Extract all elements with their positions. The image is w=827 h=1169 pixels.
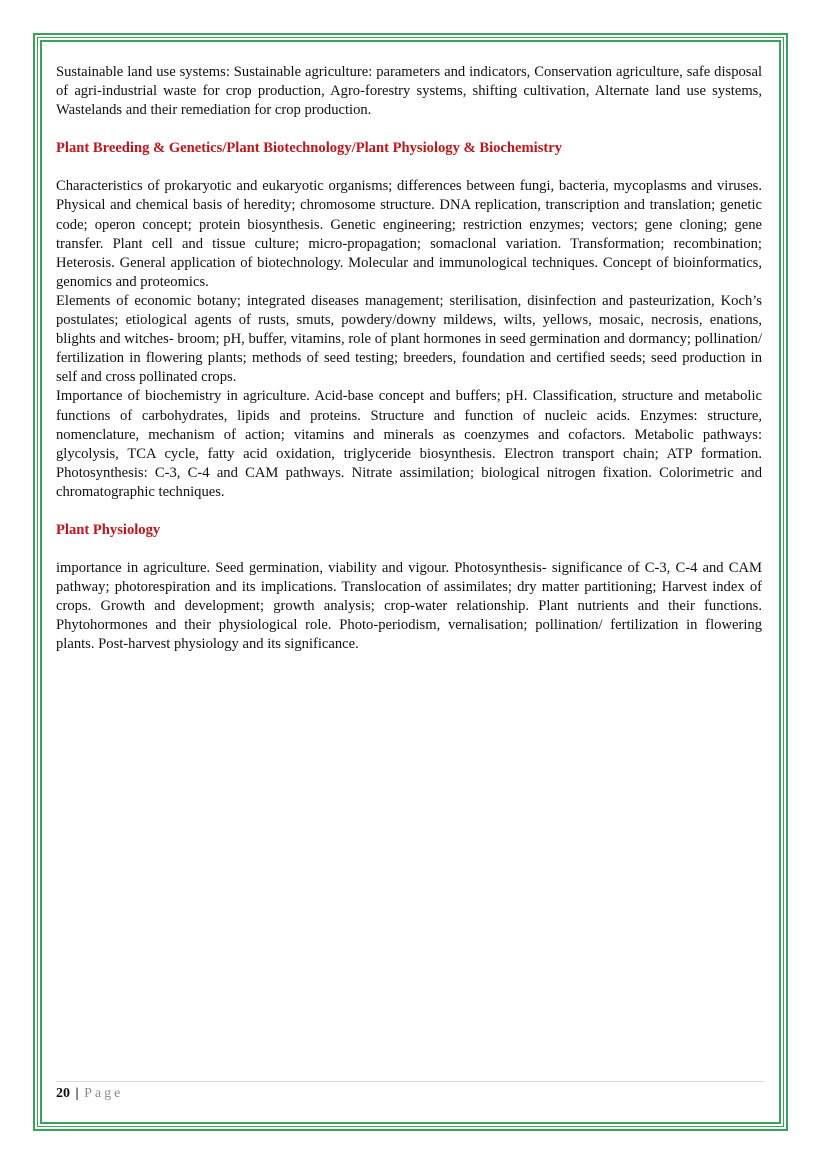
intro-paragraph: Sustainable land use systems: Sustainable agriculture: parameters and indicators, Conservation agriculture, safe disposal of agri-industrial waste for crop production, Agro-forestry systems, shifting cultivation, Alternate land use systems, Wastelands and their remediation for crop production. <box>56 64 762 119</box>
breeding-paragraph-1: Characteristics of prokaryotic and eukaryotic organisms; differences between fungi, bacteria, mycoplasms and viruses. Physical and chemical basis of heredity; chromosome structure. DNA replication, transcription and translation; genetic code; operon concept; protein biosynthesis. Genetic engineering; restriction enzymes; vectors; gene cloning; gene transfer. Plant cell and tissue culture; micro-propagation; somaclonal variation. Transformation; recombination; Heterosis. General application of biotechnology. Molecular and immunological techniques. Concept of bioinformatics, genomics and proteomics. <box>56 178 762 290</box>
breeding-paragraph-3: Importance of biochemistry in agriculture. Acid-base concept and buffers; pH. Classification, structure and metabolic functions of carbohydrates, lipids and proteins. Structure and function of nucleic acids. Enzymes: structure, nomenclature, mechanism of action; vitamins and minerals as coenzymes and cofactors. Metabolic pathways: glycolysis, TCA cycle, fatty acid oxidation, triglyceride biosynthesis. Electron transport chain; ATP formation. Photosynthesis: C-3, C-4 and CAM pathways. Nitrate assimilation; biological nitrogen fixation. Colorimetric and chromatographic techniques. <box>56 388 762 500</box>
document-body <box>56 63 762 655</box>
breeding-paragraph-2: Elements of economic botany; integrated diseases management; sterilisation, disinfection and pasteurization, Koch’s postulates; etiological agents of rusts, smuts, powdery/downy mildews, wilts, yellows, mosaic, necrosis, enations, blights and witches- broom; pH, buffer, vitamins, role of plant hormones in seed germination and dormancy; pollination/ fertilization in flowering plants; methods of seed testing; breeders, foundation and certified seeds; seed production in self and cross pollinated crops. <box>56 292 762 386</box>
page-number: 20 <box>56 1086 70 1101</box>
page-separator: | <box>75 1086 79 1101</box>
spacer <box>56 120 762 139</box>
physiology-paragraph-1: importance in agriculture. Seed germination, viability and vigour. Photosynthesis- significance of C-3, C-4 and CAM pathway; photorespiration and its implications. Translocation of assimilates; dry matter partitioning; Harvest index of crops. Growth and development; growth analysis; crop-water relationship. Plant nutrients and their functions. Phytohormones and their physiological role. Photo-periodism, vernalisation; pollination/ fertilization in flowering plants. Post-harvest physiology and its significance. <box>56 560 762 653</box>
footer-divider <box>56 1081 764 1082</box>
page-label: Page <box>84 1086 124 1101</box>
section-heading-physiology: Plant Physiology <box>56 521 161 538</box>
spacer <box>56 158 762 177</box>
page-footer <box>56 1085 123 1103</box>
spacer <box>56 502 762 521</box>
spacer <box>56 540 762 559</box>
section-heading-breeding: Plant Breeding & Genetics/Plant Biotechnology/Plant Physiology & Biochemistry <box>56 140 563 157</box>
